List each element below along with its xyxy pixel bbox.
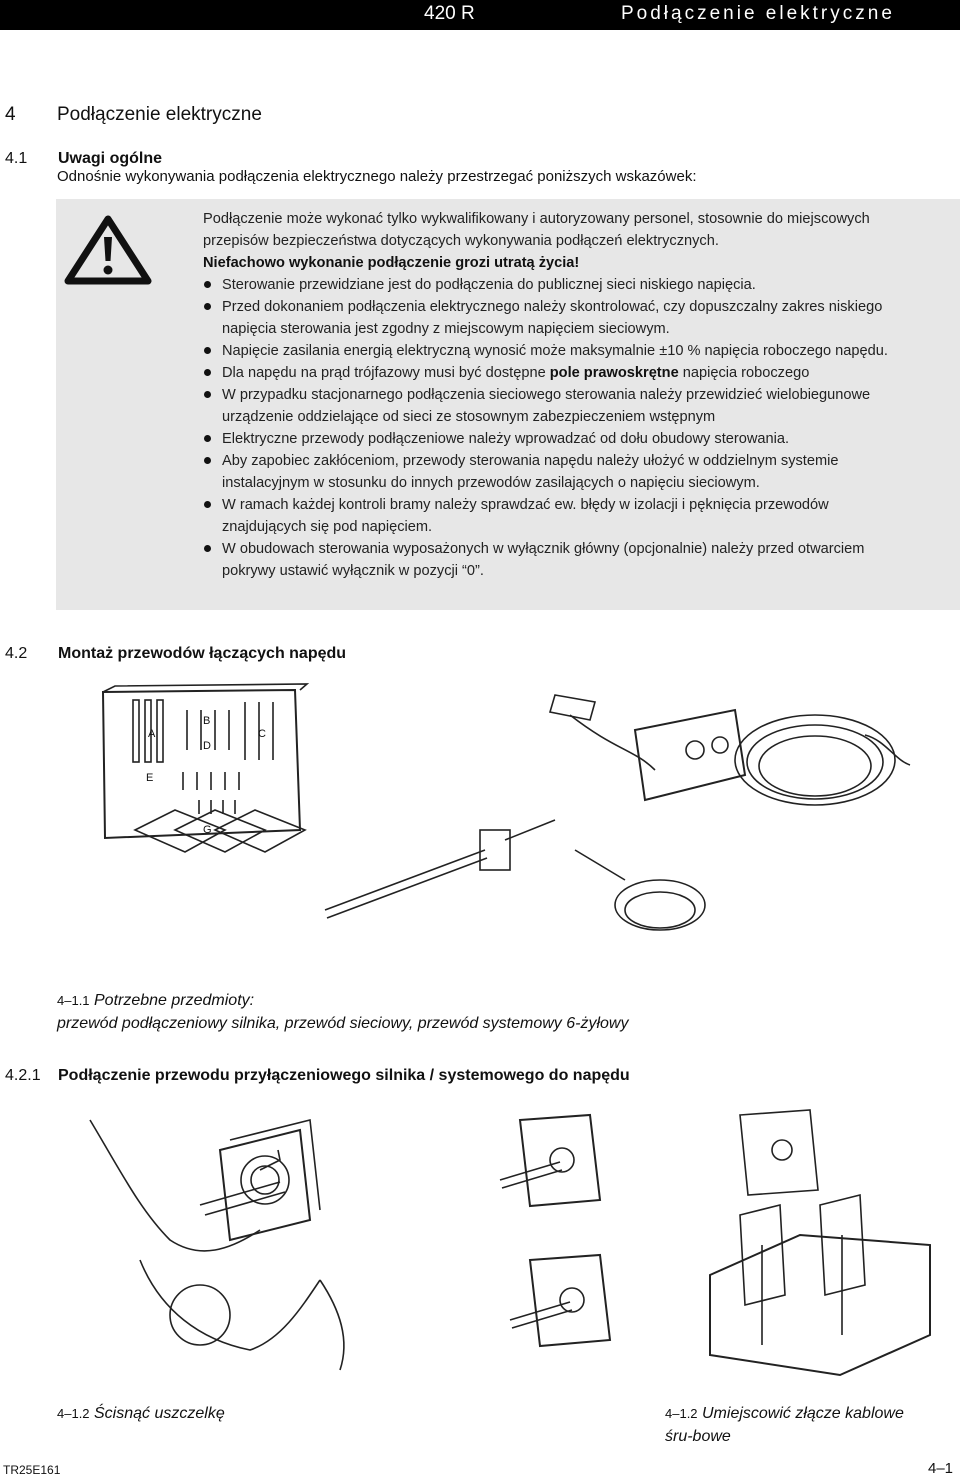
page-header [0,0,960,30]
label-g: G [203,824,212,836]
squeeze-seal-illustration [80,1110,440,1390]
list-item: Przed dokonaniem podłączenia elektrycznego należy skontrolować, czy dopuszczalny zakres niskiego napięcia sterowania jest zgodny z miejscowym napięciem sieciowym. [203,296,903,340]
chapter-number: 4 [5,104,16,125]
gland-plate-illustration [490,1110,650,1380]
document-code: TR25E161 [3,1463,61,1477]
label-d: D [203,740,211,752]
chapter-heading [5,104,262,126]
header-title: Podłączenie elektryczne [621,3,895,24]
list-item-text: napięcia roboczego [678,365,810,381]
caption-text: Ścisnąć uszczelkę [94,1405,225,1422]
section-title: Uwagi ogólne [58,150,162,167]
warning-box [56,199,960,610]
list-item-bold: pole prawoskrętne [549,365,679,381]
section-intro: Odnośnie wykonywania podłączenia elektrycznego należy przestrzegać poniższych wskazówek: [57,168,697,185]
figure-number: 4–1.1 [57,993,90,1008]
model-name: 420 R [424,3,475,24]
section-4-2-heading [5,645,346,663]
figure-number: 4–1.2 [665,1406,698,1421]
list-item: Napięcie zasilania energią elektryczną wynosić może maksymalnie ±10 % napięcia roboczego napędu. [203,340,903,362]
caption-line-1: Potrzebne przedmioty: [94,992,255,1009]
figure-caption-right [665,1402,925,1448]
section-number: 4.2.1 [5,1067,41,1084]
cable-gland-mounting-illustration [700,1095,940,1380]
list-item: Sterowanie przewidziane jest do podłączenia do publicznej sieci niskiego napięcia. [203,274,903,296]
figure-number: 4–1.2 [57,1406,90,1421]
warning-triangle-icon [64,215,152,285]
label-e: E [146,772,154,784]
warning-list [203,274,903,582]
caption-text: Umiejscowić złącze kablowe śru-bowe [665,1405,904,1445]
figure-caption [57,989,937,1035]
list-item: W przypadku stacjonarnego podłączenia sieciowego sterowania należy przewidzieć wielobiegunowe urządzenie oddzielające od sieci ze stosownym zabezpieczeniem wstępnym [203,384,903,428]
section-number: 4.2 [5,645,28,662]
section-number: 4.1 [5,150,28,167]
label-c: C [258,728,266,740]
caption-line-2: przewód podłączeniowy silnika, przewód sieciowy, przewód systemowy 6-żyłowy [57,1015,629,1032]
section-title: Podłączenie przewodu przyłączeniowego silnika / systemowego do napędu [58,1067,630,1084]
warning-emphasis: Niefachowo wykonanie podłączenie grozi utratą życia! [203,255,580,271]
list-item [203,362,903,384]
section-4-2-1-heading [5,1067,630,1085]
chapter-title: Podłączenie elektryczne [57,104,262,125]
list-item: Aby zapobiec zakłóceniom, przewody sterowania napędu należy ułożyć w oddzielnym systemie instalacyjnym w stosunku do innych przewodów zasilających o napięciu sieciowym. [203,450,903,494]
list-item: W ramach każdej kontroli bramy należy sprawdzać ew. błędy w izolacji i pęknięcia przewodów znajdujących się pod napięciem. [203,494,903,538]
list-item: W obudowach sterowania wyposażonych w wyłącznik główny (opcjonalnie) należy przed otwarciem pokrywy ustawić wyłącznik w pozycji “0”. [203,538,903,582]
list-item: Elektryczne przewody podłączeniowe należy wprowadzać od dołu obudowy sterowania. [203,428,903,450]
figure-caption-left [57,1402,357,1425]
list-item-text: Dla napędu na prąd trójfazowy musi być dostępne [222,365,550,381]
page-number: 4–1 [928,1460,954,1477]
warning-intro: Podłączenie może wykonać tylko wykwalifikowany i autoryzowany personel, stosownie do miejscowych przepisów bezpieczeństwa dotyczących wykonywania podłączeń elektrycznych. [203,211,870,249]
section-title: Montaż przewodów łączących napędu [58,645,347,662]
label-b: B [203,715,211,727]
label-a: A [148,728,156,740]
warning-body [203,208,903,582]
parts-kit-illustration [95,680,925,970]
